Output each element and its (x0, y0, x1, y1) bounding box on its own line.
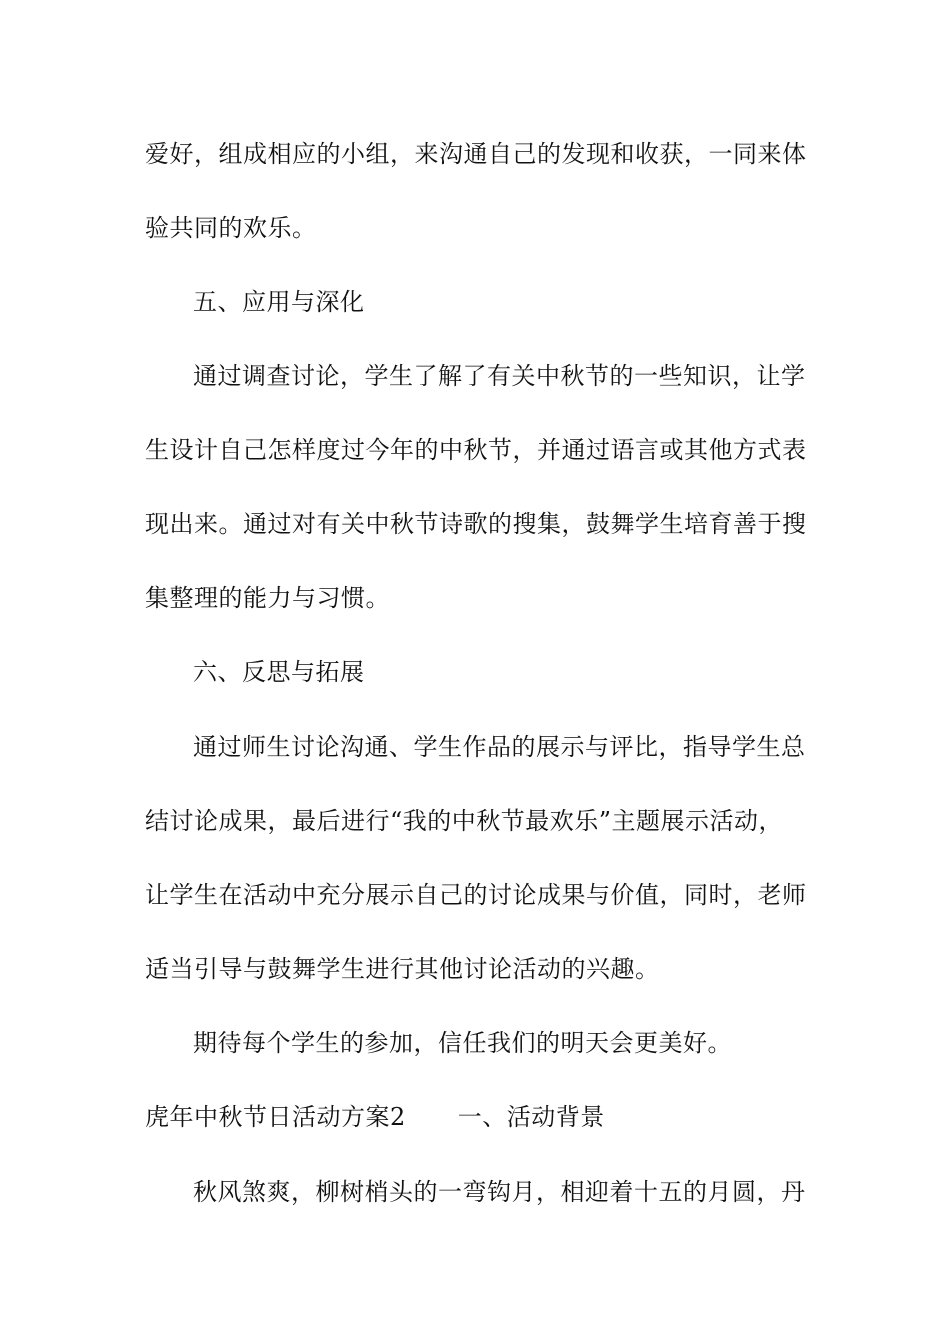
paragraph-line: 通过调查讨论，学生了解了有关中秋节的一些知识，让学 (193, 362, 806, 390)
plan-title-line (145, 1101, 815, 1133)
paragraph-line: 爱好，组成相应的小组，来沟通自己的发现和收获，一同来体 (145, 140, 807, 168)
paragraph-line: 现出来。通过对有关中秋节诗歌的搜集，鼓舞学生培育善于搜 (145, 510, 807, 538)
paragraph-line: 结讨论成果，最后进行“我的中秋节最欢乐”主题展示活动， (145, 807, 784, 835)
paragraph-line: 适当引导与鼓舞学生进行其他讨论活动的兴趣。 (145, 955, 660, 983)
section-heading: 一、活动背景 (457, 1103, 605, 1131)
paragraph-line: 验共同的欢乐。 (145, 214, 317, 242)
paragraph-line: 通过师生讨论沟通、学生作品的展示与评比，指导学生总 (193, 733, 806, 761)
section-heading: 六、反思与拓展 (193, 658, 365, 686)
paragraph-line: 集整理的能力与习惯。 (145, 584, 390, 612)
paragraph-line: 生设计自己怎样度过今年的中秋节，并通过语言或其他方式表 (145, 436, 807, 464)
paragraph-line: 让学生在活动中充分展示自己的讨论成果与价值，同时，老师 (145, 881, 807, 909)
section-heading: 五、应用与深化 (193, 288, 365, 316)
paragraph-line: 秋风煞爽，柳树梢头的一弯钩月，相迎着十五的月圆，丹 (193, 1178, 806, 1206)
plan-title: 虎年中秋节日活动方案2 (145, 1103, 406, 1131)
paragraph-line: 期待每个学生的参加，信任我们的明天会更美好。 (193, 1029, 732, 1057)
